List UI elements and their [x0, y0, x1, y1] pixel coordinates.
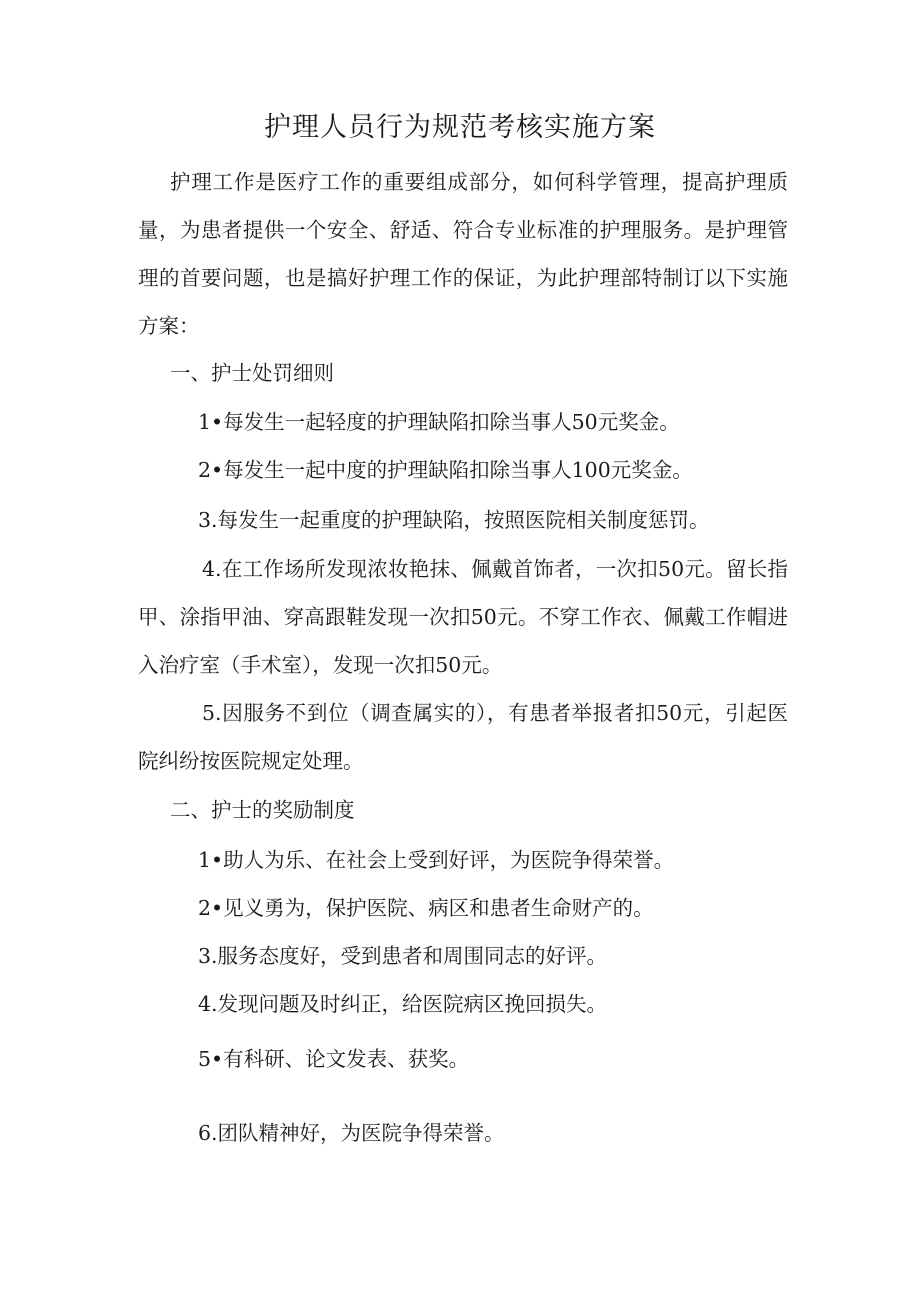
penalty-item-1: 1•每发生一起轻度的护理缺陷扣除当事人50元奖金。 [198, 410, 680, 434]
intro-paragraph: 护理工作是医疗工作的重要组成部分，如何科学管理，提高护理质量，为患者提供一个安全、舒适、符合专业标准的护理服务。是护理管理的首要问题，也是搞好护理工作的保证，为此护理部特制订以下实施方案： [138, 170, 788, 338]
reward-item-3: 3.服务态度好，受到患者和周围同志的好评。 [198, 944, 608, 968]
section-heading-rewards: 二、护士的奖励制度 [170, 798, 355, 822]
reward-item-1: 1•助人为乐、在社会上受到好评，为医院争得荣誉。 [198, 848, 675, 872]
reward-item-4: 4.发现问题及时纠正，给医院病区挽回损失。 [198, 992, 608, 1016]
penalty-item-5: 5.因服务不到位（调查属实的），有患者举报者扣50元，引起医院纠纷按医院规定处理。 [138, 701, 788, 773]
reward-item-2: 2•见义勇为，保护医院、病区和患者生命财产的。 [198, 896, 654, 920]
penalty-item-2: 2•每发生一起中度的护理缺陷扣除当事人100元奖金。 [198, 458, 693, 482]
reward-item-6: 6.团队精神好，为医院争得荣誉。 [198, 1121, 505, 1145]
section-heading-penalties: 一、护士处罚细则 [170, 361, 334, 385]
document-title: 护理人员行为规范考核实施方案 [264, 112, 656, 143]
reward-item-5: 5•有科研、论文发表、获奖。 [198, 1047, 470, 1071]
penalty-item-4: 4.在工作场所发现浓妆艳抹、佩戴首饰者，一次扣50元。留长指甲、涂指甲油、穿高跟鞋发现一次扣50元。不穿工作衣、佩戴工作帽进入治疗室（手术室），发现一次扣50元。 [138, 557, 788, 677]
penalty-item-3: 3.每发生一起重度的护理缺陷，按照医院相关制度惩罚。 [198, 508, 710, 532]
